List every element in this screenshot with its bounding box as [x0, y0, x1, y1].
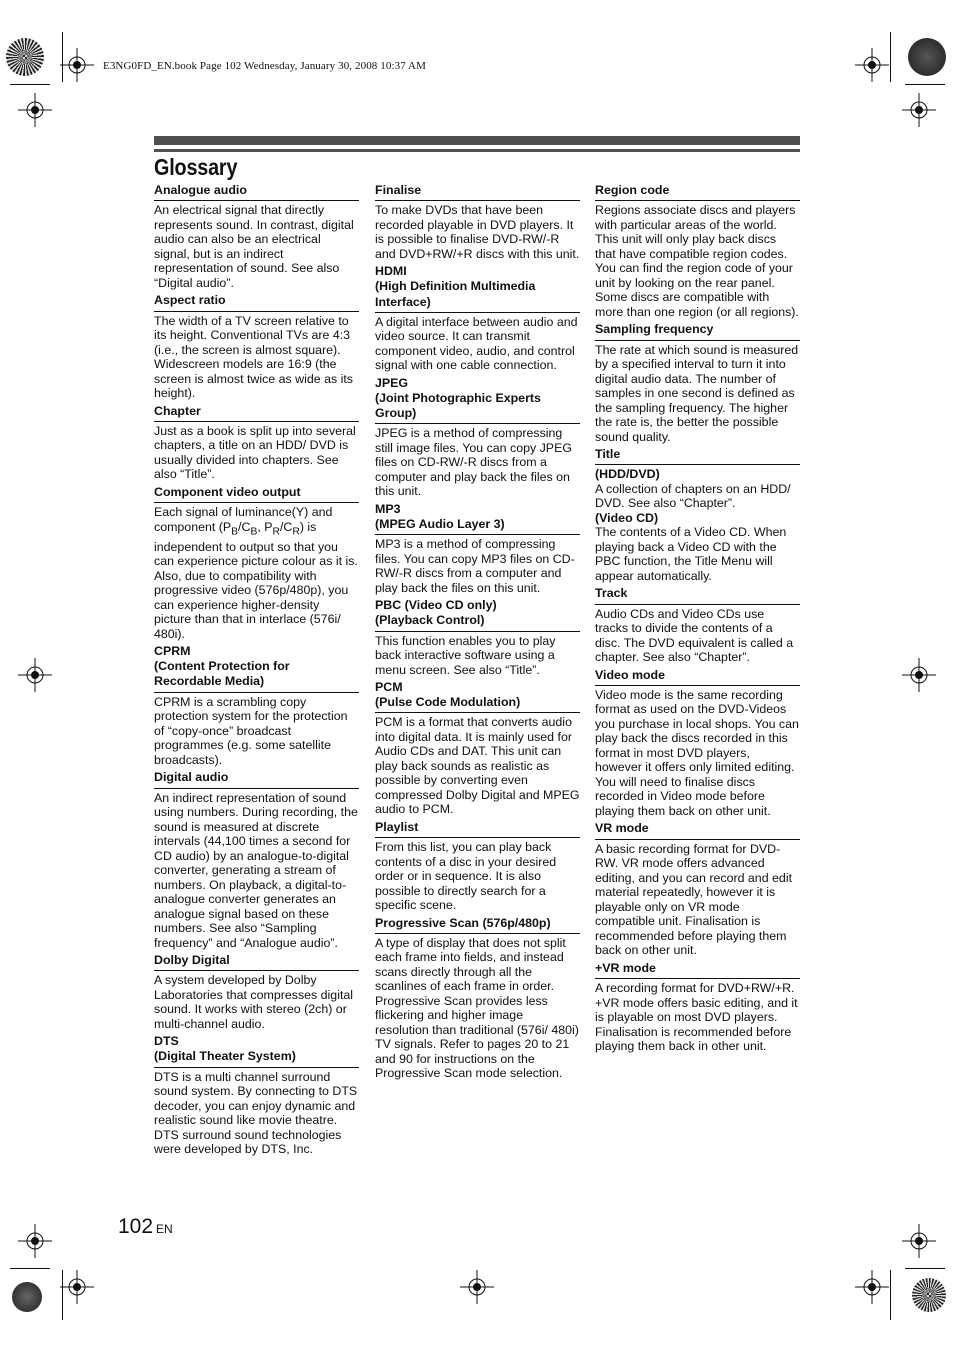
registration-crosshair-icon	[18, 658, 52, 692]
def-pcm: PCM is a format that converts audio into digital data. It is mainly used for Audio CDs and DAT. This unit can play back sounds as realistic as possible by converting even compressed Dolby Digital and MPEG audio to PCM.	[375, 715, 580, 817]
crop-mark	[890, 32, 891, 82]
term-pbc: PBC (Video CD only)	[375, 598, 497, 613]
def-cprm: CPRM is a scrambling copy protection system for the protection of “copy-once” broadcast programmes (e.g. some satellite broadcasts).	[154, 694, 348, 767]
def-title-hdd-dvd: A collection of chapters on an HDD/ DVD. See also “Chapter”.	[595, 481, 791, 511]
registration-crosshair-icon	[902, 93, 936, 127]
term-title: Title	[595, 447, 800, 465]
letter: P	[264, 519, 273, 534]
letter: C	[283, 519, 293, 534]
def-chapter: Just as a book is split up into several chapters, a title on an HDD/ DVD is usually divided into chapters. See also “Title”.	[154, 423, 356, 482]
subscript: B	[231, 526, 239, 538]
title-bar	[154, 136, 800, 145]
registration-crosshair-icon	[855, 1270, 889, 1304]
print-header: E3NG0FD_EN.book Page 102 Wednesday, January 30, 2008 10:37 AM	[103, 60, 426, 72]
subscript: B	[250, 526, 258, 538]
color-registration-circle	[908, 38, 946, 76]
crop-mark	[10, 84, 50, 85]
term-pbc-full: (Playback Control)	[375, 613, 580, 631]
term-video-mode: Video mode	[595, 668, 800, 686]
def-hdmi: A digital interface between audio and video source. It can transmit component video, audio, and control signal with one cable connection.	[375, 314, 578, 373]
term-playlist: Playlist	[375, 820, 580, 838]
term-sampling-frequency: Sampling frequency	[595, 322, 800, 340]
term-mp3: MP3	[375, 501, 401, 516]
def-mp3: MP3 is a method of compressing files. You can copy MP3 files on CD-RW/-R discs from a computer and play back the files on this unit.	[375, 537, 575, 595]
term-pcm-full: (Pulse Code Modulation)	[375, 695, 580, 713]
term-progressive-scan: Progressive Scan (576p/480p)	[375, 916, 580, 934]
term-hdmi-full: (High Definition Multimedia Interface)	[375, 279, 580, 313]
registration-crosshair-icon	[460, 1270, 494, 1304]
letter: C	[241, 519, 251, 534]
color-registration-circle	[6, 38, 44, 76]
def-pbc: This function enables you to play back interactive software using a menu screen. See also “Title”.	[375, 633, 556, 677]
crop-mark	[890, 1270, 891, 1320]
def-video-mode: Video mode is the same recording format as used on the DVD-Videos you purchase in local shops. You can play back the discs recorded in this format in most DVD players, however it offers only limited editing. You will need to finalise discs recorded in Video mode before playing them back on other unit.	[595, 687, 799, 818]
registration-crosshair-icon	[855, 48, 889, 82]
crop-mark	[905, 1268, 945, 1269]
def-aspect-ratio: The width of a TV screen relative to its height. Conventional TVs are 4:3 (i.e., the screen is almost square). Widescreen models are 16:9 (the screen is almost twice as wide as its height).	[154, 313, 354, 401]
subscript: R	[272, 526, 280, 538]
def-region-code: Regions associate discs and players with particular areas of the world. This unit will only play back discs that have compatible region codes. You can find the region code of your unit by looking on the rear panel. Some discs are compatible with more than one region (or all regions).	[595, 203, 799, 319]
crop-mark	[10, 1268, 50, 1269]
term-track: Track	[595, 586, 800, 604]
term-region-code: Region code	[595, 183, 800, 201]
term-dts: DTS	[154, 1034, 179, 1049]
sub-title-video-cd: (Video CD)	[595, 510, 659, 525]
registration-crosshair-icon	[902, 1224, 936, 1258]
term-hdmi: HDMI	[375, 264, 407, 279]
def-component-post: ) is independent to output so that you can experience picture colour as it is.	[154, 519, 358, 569]
term-jpeg-full: (Joint Photographic Experts Group)	[375, 391, 580, 425]
glossary-column-2	[375, 183, 580, 1084]
color-registration-circle	[12, 1282, 42, 1312]
term-mp3-full: (MPEG Audio Layer 3)	[375, 517, 580, 535]
def-vr-mode: A basic recording format for DVD-RW. VR mode offers advanced editing, and you can record and edit material repeatedly, however it is playable only on VR mode compatible unit. Finalisation is recommended before playing them back on other unit.	[595, 841, 793, 958]
crop-mark	[905, 84, 945, 85]
registration-crosshair-icon	[60, 1270, 94, 1304]
def-plus-vr-mode: A recording format for DVD+RW/+R. +VR mode offers basic editing, and it is playable on most DVD players. Finalisation is recommended before playing them back in other unit.	[595, 981, 798, 1054]
registration-crosshair-icon	[18, 93, 52, 127]
color-registration-circle	[912, 1278, 946, 1312]
def-digital-audio: An indirect representation of sound using numbers. During recording, the sound is measured at discrete intervals (44,100 times a second for CD audio) by an analogue-to-digital converter, generating a stream of numbers. On playback, a digital-to-analogue converter generates an analogue signal based on these numbers. See also “Sampling frequency” and “Analogue audio”.	[154, 790, 358, 950]
def-track: Audio CDs and Video CDs use tracks to divide the contents of a disc. The DVD equivalent is called a chapter. See also “Chapter”.	[595, 606, 794, 665]
def-finalise: To make DVDs that have been recorded playable in DVD players. It is possible to finalise DVD-RW/-R and DVD+RW/+R discs with this unit.	[375, 203, 580, 261]
def-component-video-output	[154, 505, 359, 568]
term-aspect-ratio: Aspect ratio	[154, 293, 359, 311]
term-vr-mode: VR mode	[595, 821, 800, 839]
sub-title-hdd-dvd: (HDD/DVD)	[595, 467, 660, 482]
def-dts: DTS is a multi channel surround sound system. By connecting to DTS decoder, you can enjoy dynamic and realistic sound like movie theatre. DTS surround sound technologies were developed by DTS, Inc.	[154, 1069, 358, 1157]
term-cprm-full: (Content Protection for Recordable Media)	[154, 659, 359, 693]
term-dolby-digital: Dolby Digital	[154, 953, 359, 971]
term-jpeg: JPEG	[375, 375, 409, 390]
slash: /	[279, 519, 284, 534]
slash: /	[238, 519, 242, 534]
def-component-pre: Each signal of luminance(Y) and component (P	[154, 505, 333, 534]
page-language: EN	[156, 1222, 173, 1236]
def-playlist: From this list, you can play back contents of a disc in your desired order or in sequence. It is also possible to directly search for a specific scene.	[375, 840, 557, 913]
term-chapter: Chapter	[154, 404, 359, 422]
def-jpeg: JPEG is a method of compressing still image files. You can copy JPEG files on CD-RW/-R discs from a computer and play back the files on this unit.	[375, 426, 572, 499]
title-rule	[154, 149, 800, 152]
term-cprm: CPRM	[154, 644, 191, 659]
page-number	[118, 1215, 173, 1239]
def-component-video-output-2: Also, due to compatibility with progressive video (576p/480p), you can experience higher-density picture than that in interlace (576i/ 480i).	[154, 568, 349, 641]
term-analogue-audio: Analogue audio	[154, 183, 359, 201]
separator: ,	[257, 519, 265, 534]
def-dolby-digital: A system developed by Dolby Laboratories that compresses digital sound. It works with stereo (2ch) or multi-channel audio.	[154, 973, 354, 1031]
def-analogue-audio: An electrical signal that directly represents sound. In contrast, digital audio can also be an electrical signal, but is an indirect representation of sound. See also “Digital audio”.	[154, 203, 354, 290]
page-number-value: 102	[118, 1215, 154, 1238]
def-sampling-frequency: The rate at which sound is measured by a specified interval to turn it into digital audio data. The number of samples in one second is defined as the sampling frequency. The higher the rate is, the better the possible sound quality.	[595, 342, 799, 444]
page-title: Glossary	[154, 154, 238, 180]
term-dts-full: (Digital Theater System)	[154, 1049, 359, 1067]
registration-crosshair-icon	[902, 658, 936, 692]
registration-crosshair-icon	[60, 48, 94, 82]
term-component-video-output: Component video output	[154, 485, 359, 503]
term-pcm: PCM	[375, 680, 403, 695]
term-digital-audio: Digital audio	[154, 770, 359, 788]
subscript: R	[292, 526, 300, 538]
glossary-column-3	[595, 183, 800, 1057]
def-title-video-cd: The contents of a Video CD. When playing back a Video CD with the PBC function, the Title Menu will appear automatically.	[595, 525, 787, 583]
registration-crosshair-icon	[18, 1224, 52, 1258]
term-finalise: Finalise	[375, 183, 580, 201]
def-progressive-scan: A type of display that does not split each frame into fields, and instead scans directly through all the scanlines of each frame in order. Progressive Scan provides less flickering and higher image resolution than traditional (576i/ 480i) TV signals. Refer to pages 20 to 21 and 90 for instructions on the Progressive Scan mode selection.	[375, 935, 579, 1081]
glossary-column-1	[154, 183, 359, 1160]
term-plus-vr-mode: +VR mode	[595, 961, 800, 979]
